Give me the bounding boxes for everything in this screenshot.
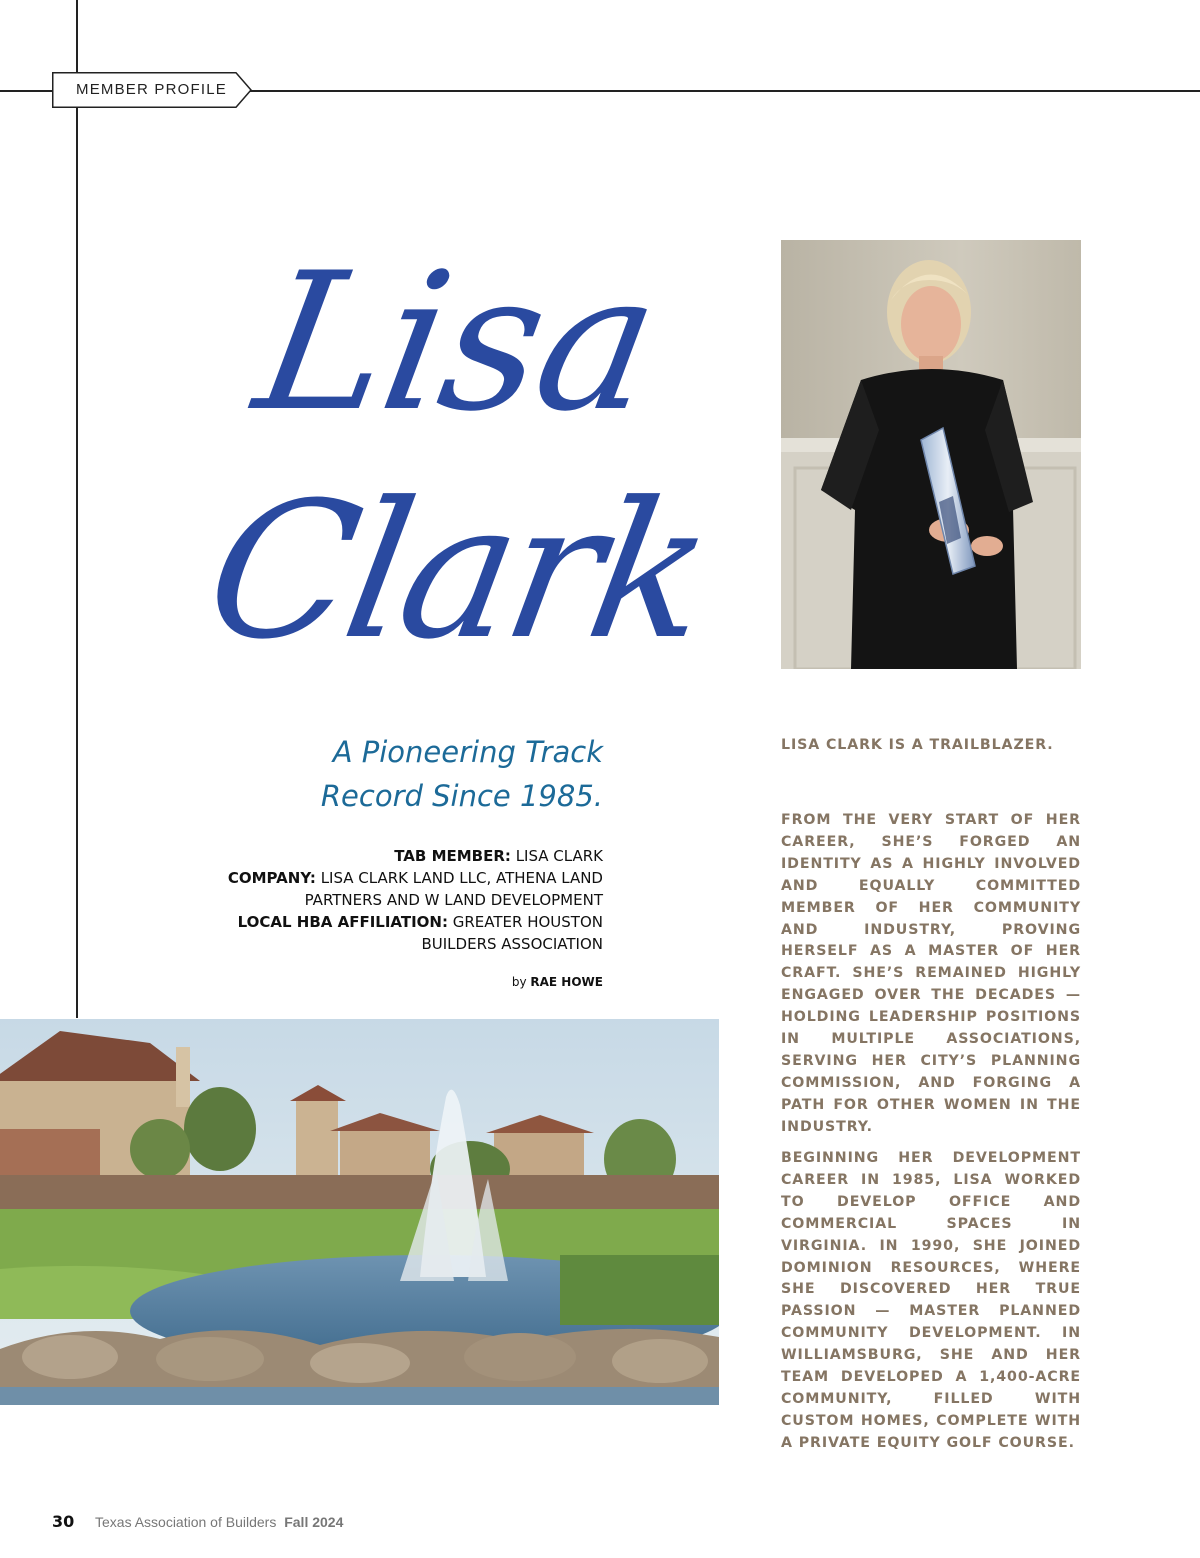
member-credits [183, 845, 603, 955]
credit-hba [183, 911, 603, 955]
section-tab [52, 72, 252, 108]
portrait-photo [781, 240, 1081, 669]
byline-author: RAE HOWE [530, 975, 603, 989]
credit-company [183, 867, 603, 911]
portrait-photo-image [781, 240, 1081, 669]
issue-label: Fall 2024 [284, 1514, 344, 1530]
credit-company-value: LISA CLARK LAND LLC, ATHENA LAND PARTNERS AND W LAND DEVELOPMENT [304, 869, 603, 909]
headline-last-name: Clark [192, 462, 722, 681]
footer-publication [95, 1514, 343, 1530]
body-paragraph-3: BEGINNING HER DEVELOPMENT CAREER IN 1985, LISA WORKED TO DEVELOP OFFICE AND COMMERCIAL SPACES IN VIRGINIA. IN 1990, SHE JOINED DOMINION RESOURCES, WHERE SHE DISCOVERED HER TRUE PASSION — MASTER PLANNED COMMUNITY DEVELOPMENT. IN WILLIAMSBURG, SHE AND HER TEAM DEVELOPED A 1,400-ACRE COMMUNITY, FILLED WITH CUSTOM HOMES, COMPLETE WITH A PRIVATE EQUITY GOLF COURSE. [781, 1150, 1081, 1451]
subtitle [283, 730, 603, 818]
credit-tab-member-label: TAB MEMBER: [394, 847, 511, 865]
section-label: MEMBER PROFILE [76, 81, 227, 98]
credit-hba-value: GREATER HOUSTON BUILDERS ASSOCIATION [421, 913, 603, 953]
credit-tab-member [183, 845, 603, 867]
credit-hba-label: LOCAL HBA AFFILIATION: [237, 913, 448, 931]
body-paragraph-1: LISA CLARK IS A TRAILBLAZER. [781, 737, 1054, 753]
body-paragraph-2: FROM THE VERY START OF HER CAREER, SHE’S FORGED AN IDENTITY AS A HIGHLY INVOLVED AND EQUALLY COMMITTED MEMBER OF HER COMMUNITY AND INDUSTRY, PROVING HERSELF AS A MASTER OF HER CRAFT. SHE’S REMAINED HIGHLY ENGAGED OVER THE DECADES — HOLDING LEADERSHIP POSITIONS IN MULTIPLE ASSOCIATIONS, SERVING HER CITY’S PLANNING COMMISSION, AND FORGING A PATH FOR OTHER WOMEN IN THE INDUSTRY. [781, 812, 1081, 1135]
frame-vertical-rule [76, 0, 78, 1018]
byline-prefix: by [511, 975, 527, 989]
community-fountain-image [0, 1019, 719, 1405]
subtitle-line-1: A Pioneering Track [332, 735, 603, 769]
page-number: 30 [52, 1512, 75, 1531]
credit-tab-member-value: LISA CLARK [515, 847, 603, 865]
subtitle-line-2: Record Since 1985. [320, 779, 603, 813]
publication-name: Texas Association of Builders [95, 1514, 277, 1530]
community-fountain-photo [0, 1019, 719, 1405]
headline-first-name: Lisa [242, 232, 672, 453]
byline [403, 975, 603, 989]
credit-company-label: COMPANY: [227, 869, 316, 887]
